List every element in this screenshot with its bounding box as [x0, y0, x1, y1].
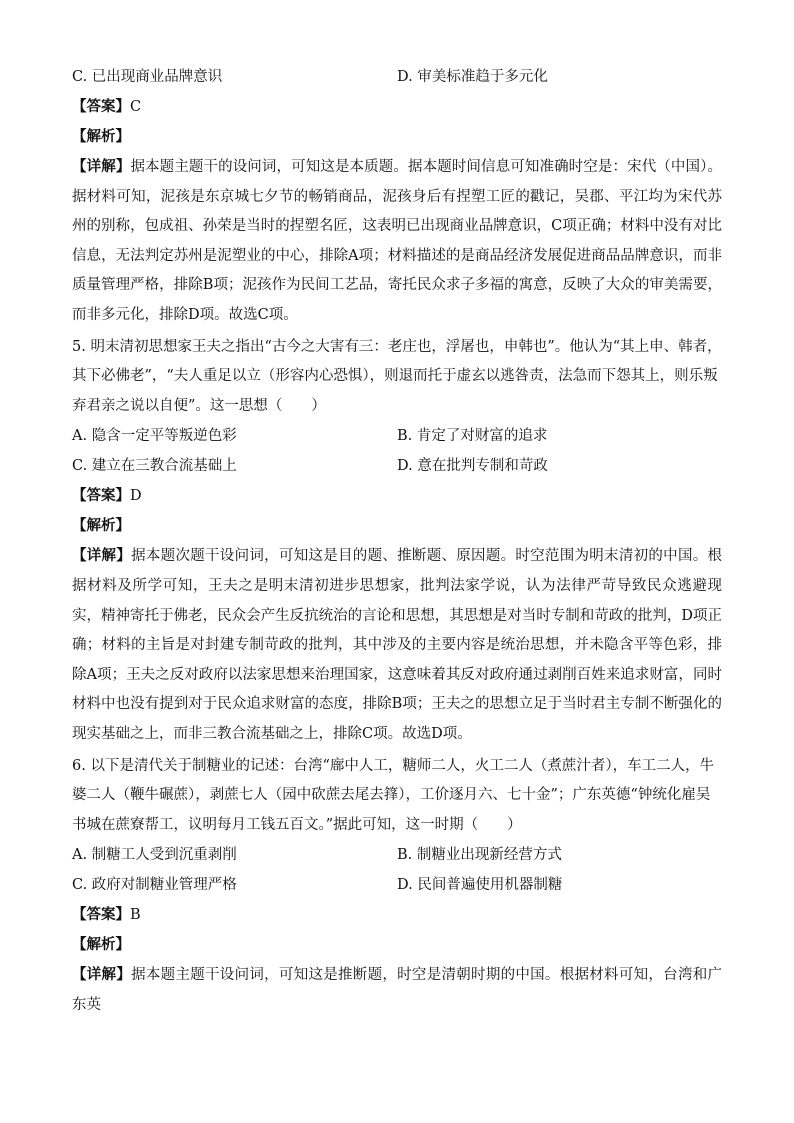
q5-option-c: C. 建立在三教合流基础上 [72, 458, 237, 475]
q5-analysis-tag: 【解析】 [72, 517, 130, 535]
detail-tag: 【详解】 [72, 966, 132, 984]
detail-text: 据本题主题干设问词，可知这是推断题，时空是清朝时期的中国。根据材料可知，台湾和广东英 [72, 967, 723, 1013]
answer-value: B [130, 907, 141, 924]
q5-option-d: D. 意在批判专制和苛政 [397, 458, 548, 475]
detail-tag: 【详解】 [72, 158, 131, 175]
answer-tag: 【答案】 [72, 906, 130, 924]
q6-detail [72, 960, 722, 1020]
q6-option-c: C. 政府对制糖业管理严格 [72, 877, 237, 894]
q6-answer [72, 900, 722, 930]
q5-options [72, 421, 722, 481]
detail-text: 据本题主题干的设问词，可知这是本质题。据本题时间信息可知准确时空是：宋代（中国）。据材料可知，泥孩是东京城七夕节的畅销商品，泥孩身后有捏塑工匠的戳记，吴郡、平江均为宋代苏州的别称，包成祖、孙荣是当时的捏塑名匠，这表明已出现商业品牌意识，C项正确；材料中没有对比信息，无法判定苏州是泥塑业的中心，排除A项；材料描述的是商品经济发展促进商品品牌意识，而非质量管理严格，排除B项；泥孩作为民间工艺品，寄托民众求子多福的寓意，反映了大众的审美需要，而非多元化，排除D项。故选C项。 [72, 159, 723, 323]
document-page [72, 62, 722, 1020]
detail-text: 据本题次题干设问词，可知这是目的题、推断题、原因题。时空范围为明末清初的中国。根据材料及所学可知，王夫之是明末清初进步思想家，批判法家学说，认为法律严苛导致民众逃避现实，精神寄托于佛老，民众会产生反抗统治的言论和思想，其思想是对当时专制和苛政的批判，D项正确；材料的主旨是对封建专制苛政的批判，其中涉及的主要内容是统治思想，并未隐含平等色彩，排除A项；王夫之反对政府以法家思想来治理国家，这意味着其反对政府通过剥削百姓来追求财富，同时材料中也没有提到对于民众追求财富的态度，排除B项；王夫之的思想立足于当时君主专制不断强化的现实基础之上，而非三教合流基础之上，排除C项。故选D项。 [72, 548, 723, 742]
answer-tag: 【答案】 [72, 487, 130, 505]
q6-options [72, 840, 722, 900]
q5-detail [72, 541, 722, 749]
q4-options [72, 62, 722, 92]
q6-option-b: B. 制糖业出现新经营方式 [397, 847, 562, 864]
q6-option-d: D. 民间普遍使用机器制糖 [397, 877, 563, 894]
detail-tag: 【详解】 [72, 547, 132, 565]
answer-value: C [130, 99, 142, 115]
q5-option-a: A. 隐含一定平等叛逆色彩 [72, 428, 237, 445]
q4-option-d: D. 审美标准趋于多元化 [397, 69, 548, 85]
q4-analysis-tag: 【解析】 [72, 128, 130, 145]
q6-stem: 6. 以下是清代关于制糖业的记述：台湾“廍中人工，糖师二人，火工二人（煮蔗汁者），车工二人，牛婆二人（鞭牛碾蔗），剥蔗七人（园中砍蔗去尾去箨），工价逐月六、七十金”；广东英德“钟统化雇吴书城在蔗寮帮工，议明每月工钱五百文。”据此可知，这一时期（ ） [72, 757, 715, 833]
answer-tag: 【答案】 [72, 98, 130, 115]
q5-stem: 5. 明末清初思想家王夫之指出“古今之大害有三：老庄也，浮屠也，申韩也”。他认为“其上申、韩者，其下必佛老”，“夫人重足以立（形容内心恐惧），则退而托于虚玄以逃咎责，法急而下怨其上，则乐叛弃君亲之说以自便”。这一思想（ ） [72, 338, 722, 414]
q4-option-c: C. 已出现商业品牌意识 [72, 69, 223, 85]
answer-value: D [130, 488, 142, 505]
q4-answer [72, 92, 722, 122]
q5-option-b: B. 肯定了对财富的追求 [397, 428, 548, 445]
q5-answer [72, 481, 722, 511]
q6-analysis-tag: 【解析】 [72, 936, 130, 954]
q6-option-a: A. 制糖工人受到沉重剥削 [72, 847, 237, 864]
q4-detail [72, 152, 722, 331]
